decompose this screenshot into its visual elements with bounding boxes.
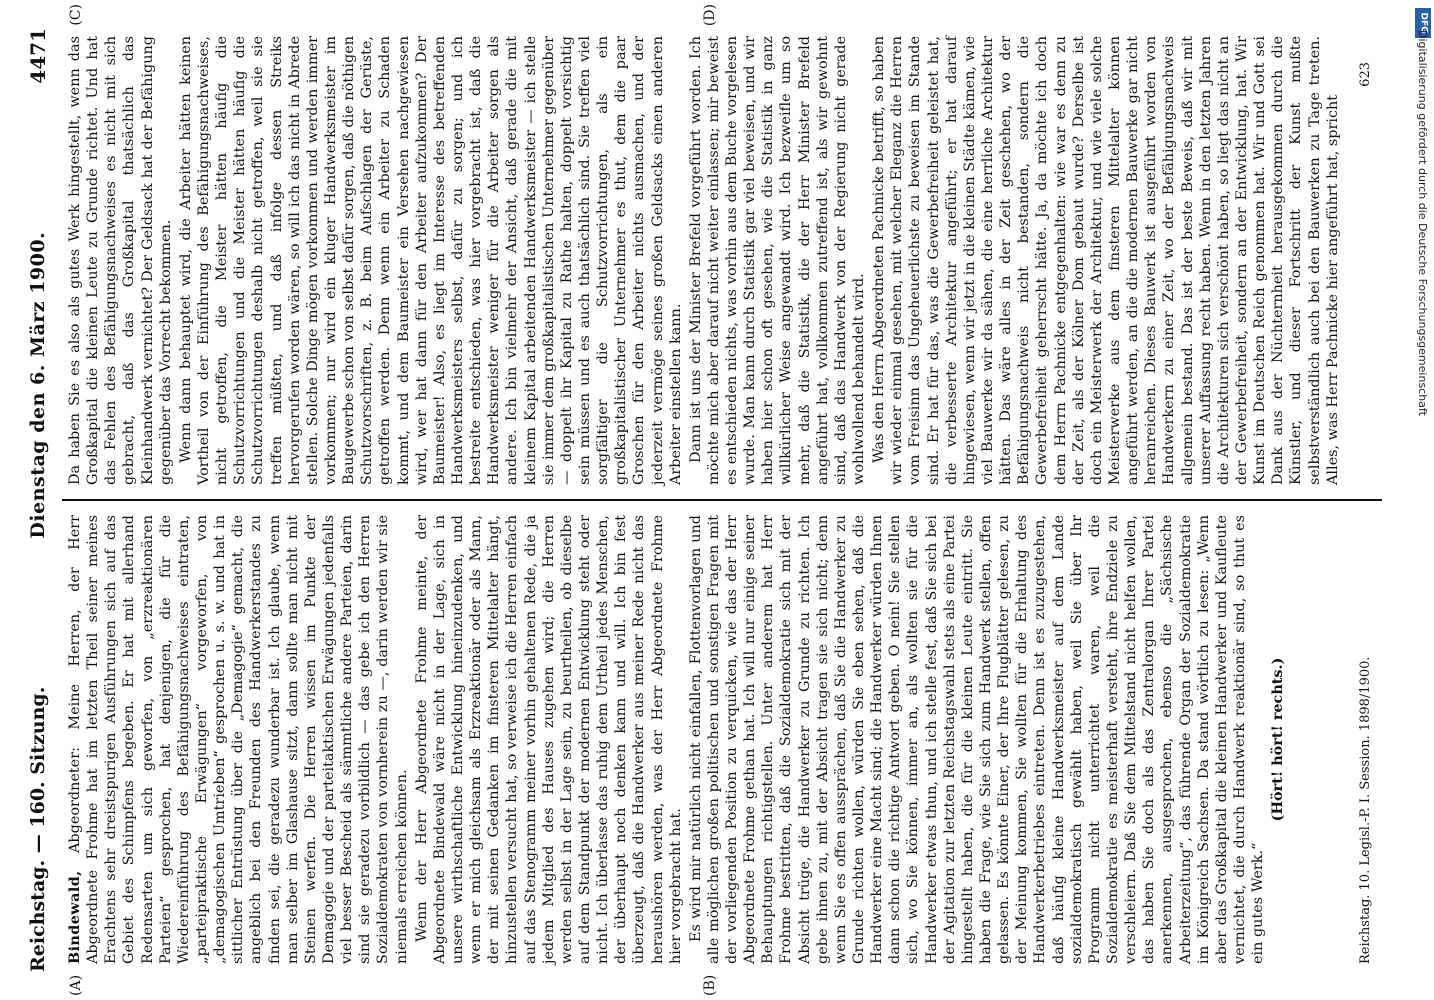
right-paragraph-3: Dann ist uns der Minister Brefeld vorgeführt worden. Ich möchte mich aber darauf nicht weiter einlassen; mir beweist es entschieden nichts, was vorhin aus dem Buche vorgelesen wurde. Man kann durch Statistik gar viel beweisen, und wir haben hier schon oft gesehen, wie die Statistik in ganz willkürlicher Weise angewandt wird. Ich bezweifle um so mehr, daß die Statistik, die der Herr Minister Brefeld angeführt hat, vollkommen zutreffend ist, als wir gewohnt sind, daß das Handwerk von der Regierung nicht gerade wohlwollend behandelt wird.	[687, 36, 868, 485]
digitization-strip	[1410, 0, 1434, 1000]
page-header	[18, 22, 58, 978]
left-footer: Reichstag. 10. Legisl.-P. I. Session. 1898/1900.	[1357, 656, 1373, 964]
left-paragraph-3: Es wird mir natürlich nicht einfallen, Flottenvorlagen und alle möglichen großen politischen und sonstigen Fragen mit der vorliegenden Position zu verquicken, wie das der Herr Abgeordnete Frohme gethan hat. Ich will nur einige seiner Behauptungen richtigstellen. Unter anderem hat Herr Frohme bestritten, daß die Sozialdemokratie sich mit der Absicht trüge, die Handwerker zu Grunde zu richten. Ich gebe ihnen zu, mit der Absicht tragen sie sich nicht; denn wenn Sie es offen aussprächen, daß Sie die Handwerker zu Grunde richten wollen, würden Sie eben sehen, daß die Handwerker eine Macht sind; die Handwerker würden Ihnen dann schon die richtige Antwort geben. O nein! Sie stellen sich, wo Sie können, immer an, als wollten sie für die Handwerker etwas thun, und ich stelle fest, daß Sie sich bei der Agitation zur letzten Reichstagswahl stets als eine Partei hingestellt haben, die für die kleinen Leute eintritt. Sie haben die Frage, wie Sie sich zum Handwerk stellen, offen gelassen. Es könnte Einer, der Ihre Flugblätter gelesen, zu der Meinung kommen, Sie wollten für die Erhaltung des Handwerkerbetriebes eintreten. Denn ist es zuzugestehen, daß häufig kleine Handwerksmeister auf dem Lande sozialdemokratisch gewählt haben, weil Sie über Ihr Programm nicht unterrichtet waren, weil die Sozialdemokratie es meisterhaft versteht, ihre Endziele zu verschleiern. Daß Sie dem Mittelstand nicht helfen wollen, das haben Sie doch als das Zentralorgan Ihrer Partei anerkennen, ausgesprochen, ebenso die „Sächsische Arbeiterzeitung“, das führende Organ der Sozialdemokratie im Königreich Sachsen. Da stand wörtlich zu lesen: „Wenn aber das Großkapital die kleinen Handwerker und Kaufleute vernichtet, die durch Handwerk reaktionär sind, so thut es ein gutes Werk.“	[687, 515, 1267, 964]
interjection: (Hört! hört! rechts.)	[1269, 657, 1287, 822]
left-paragraph-1	[66, 515, 411, 964]
marker-d: (D)	[702, 4, 718, 27]
right-footer: 623	[1357, 62, 1373, 87]
marker-a: (A)	[68, 974, 84, 996]
right-paragraph-2: Wenn dann behauptet wird, die Arbeiter hätten keinen Vortheil von der Einführung des Befähigungsnachweises, nicht getroffen, die Meister hätten häufig die Schutzvorrichtungen und die Meister hätten häufig die Schutzvorrichtungen deshalb nicht getroffen, weil sie sie treffen müßten, und daß infolge dessen Streiks hervorgerufen worden wären, so will ich das nicht in Abrede stellen. Solche Dinge mögen vorkommen und werden immer vorkommen; nur wird ein kluger Handwerksmeister im Baugewerbe schon von selbst dafür sorgen, daß die nöthigen Schutzvorschriften, z. B. beim Aufschlagen der Gerüste, getroffen werden. Denn wenn ein Arbeiter zu Schaden kommt, und dem Baumeister ein Versehen nachgewiesen wird, wer hat dann für den Arbeiter aufzukommen? Der Baumeister! Also, es liegt im Interesse des betreffenden Handwerksmeisters selbst, dafür zu sorgen; und ich bestreite entschieden, was hier vorgebracht ist, daß die Handwerksmeister weniger für die Arbeiter sorgen als andere. Ich bin vielmehr der Ansicht, daß gerade die mit kleinem Kapital arbeitenden Handwerksmeister — ich stelle sie immer dem großkapitalistischen Unternehmer gegenüber — doppelt ihr Kapital zu Rathe halten, doppelt vorsichtig sein müssen und es auch thatsächlich sind. Sie treffen viel sorgfältiger die Schutzvorrichtungen, als ein großkapitalistischer Unternehmer es thut, dem die paar Groschen für den Arbeiter nichts ausmachen, und der jederzeit vermöge seines großen Geldsacks einen anderen Arbeiter einstellen kann.	[177, 36, 684, 485]
marker-c: (C)	[68, 4, 84, 26]
left-paragraph-2: Wenn der Herr Abgeordnete Frohme meinte, der Abgeordnete Bindewald wäre nicht in der Lage, sich in unsere wirthschaftliche Entwicklung hineinzudenken, und wenn er mich gleichsam als Erzreaktionär oder als Mann, der mit seinen Gedanken im finsteren Mittelalter hängt, hinzustellen versucht hat, so verweise ich die Herren einfach auf das Stenogramm meiner vorhin gehaltenen Rede, die ja jedem Mitglied des Hauses zugehen wird; die Herren werden selbst in der Lage sein, zu beurtheilen, ob dieselbe auf dem Standpunkt der modernen Entwicklung steht oder nicht. Ich überlasse das ruhig dem Urtheil jedes Menschen, der überhaupt noch denken kann und will. Ich bin fest überzeugt, daß die Handwerker aus meiner Rede nicht das heraushören werden, was der Herr Abgeordnete Frohme hier vorgebracht hat.	[413, 515, 684, 964]
header-left: Reichstag. — 160. Sitzung.	[27, 686, 49, 972]
left-column	[62, 501, 1382, 996]
text-columns	[62, 4, 1382, 996]
right-paragraph-4: Was den Herrn Abgeordneten Pachnicke betrifft, so haben wir wieder einmal gesehen, mit welcher Eleganz die Herren vom Freisinn das Ungeheuerlichste zu beweisen im Stande sind. Er hat für das, was die Gewerbefreiheit geleistet hat, die verbesserte Architektur angeführt; er hat darauf hingewiesen, wenn wir jetzt in die kleinen Städte kämen, wie viel Bauwerke wir da sähen, die eine herrliche Architektur hätten. Das wäre alles in der Zeit geschehen, wo der Befähigungsnachweis nicht bestanden, sondern die Gewerbefreiheit geherrscht hätte. Ja, da möchte ich doch dem Herrn Pachnicke entgegenhalten: wie war es denn zu der Zeit, als der Kölner Dom gebaut wurde? Derselbe ist doch ein Meisterwerk der Architektur, und wie viele solche Meisterwerke aus dem finsteren Mittelalter können angeführt werden, an die die modernen Bauwerke gar nicht heranreichen. Dieses Bauwerk ist ausgeführt worden von Handwerkern zu einer Zeit, wo der Befähigungsnachweis allgemein bestand. Das ist der beste Beweis, daß wir mit unserer Auffassung recht haben. Wenn in den letzten Jahren die Architekturen sich verschönt haben, so liegt das nicht an der Gewerbefreiheit, sondern an der Entwicklung, hat. Wir Kunst im Deutschen Reich genommen hat. Wir und Gott sei Dank aus der Nüchternheit herausgekommen durch die Künstler, und dieser Fortschritt der Kunst mußte selbstverständlich auch bei den Bauwerken zu Tage treten. Alles, was Herr Pachnicke hier angeführt hat, spricht	[871, 36, 1341, 485]
left-paragraph-1-text: Abgeordneter: Meine Herren, der Herr Abgeordnete Frohme hat im letzten Theil seiner meines Erachtens sehr dreistspurigen Ausführungen sich auf das Gebiet des Schimpfens begeben. Er hat mit allerhand Redensarten um sich geworfen, von „erzreaktionären Parteien“ gesprochen, hat denjenigen, die für die Wiedereinführung des Befähigungsnachweises eintraten, „parteipraktische Erwägungen“ vorgeworfen, von „demagogischen Umtrieben“ gesprochen u. s. w. und hat in sittlicher Entrüstung über die „Demagogie“ gemacht, die angeblich bei den Freunden des Handwerkerstandes zu finden sei, die geradezu wunderbar ist. Ich glaube, wenn man selber im Glashause sitzt, dann sollte man nicht mit Steinen werfen. Die Herren wissen im Punkte der Demagogie und der parteitaktischen Erwägungen jedenfalls viel besser Bescheid als sämmtliche andere Parteien, darin sind sie geradezu vorbildlich — das gebe ich den Herren Sozialdemokraten von vornherein zu —, darin werden wir sie niemals erreichen können.	[67, 514, 410, 964]
marker-b: (B)	[702, 974, 718, 996]
right-paragraph-1: Da haben Sie es also als gutes Werk hingestellt, wenn das Großkapital die kleinen Leute zu Grunde richtet. Und hat das Fehlen des Befähigungsnachweises es nicht mit sich gebracht, daß das Großkapital thatsächlich das Kleinhandwerk vernichtet? Der Geldsack hat der Befähigung gegenüber das Vorrecht bekommen.	[67, 36, 174, 485]
right-column	[62, 4, 1382, 501]
digitization-credit: Digitalisierung gefördert durch die Deutsche Forschungsgemeinschaft	[1416, 30, 1429, 416]
header-date: Dienstag den 6. März 1900.	[27, 231, 49, 539]
speaker-name: Bindewald,	[66, 870, 83, 964]
page-number: 4471	[26, 28, 50, 84]
dfg-logo-text: DFG	[1418, 12, 1429, 34]
